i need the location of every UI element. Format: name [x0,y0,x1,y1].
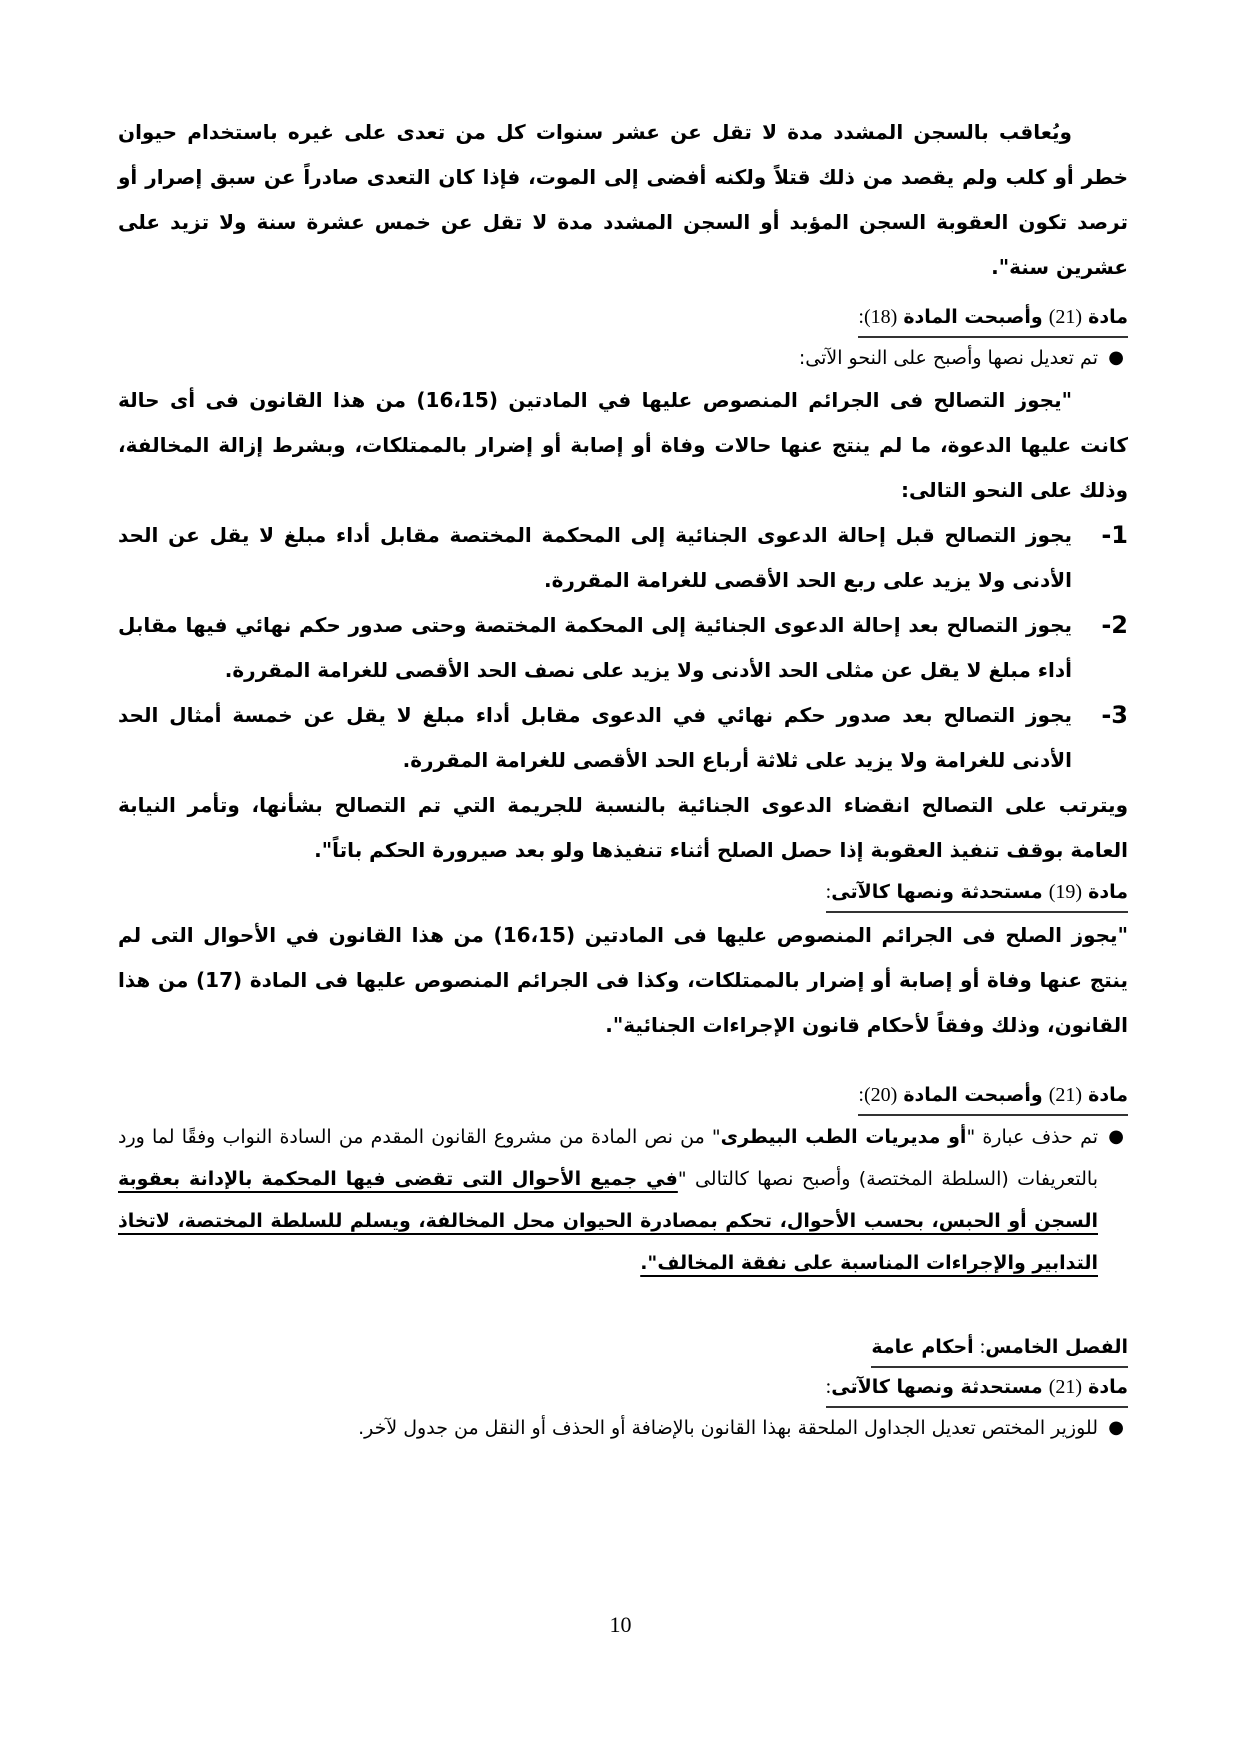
section-18-bullet [118,338,1128,378]
section-18-quote-intro: "يجوز التصالح فى الجرائم المنصوص عليها في المادتين (16،15) من هذا القانون فى أى حالة كانت عليها الدعوة، ما لم ينتج عنها حالات وفاة أو إصابة أو إضرار بالممتلكات، وبشرط إزالة المخالفة، وذلك على النحو التالى: [118,388,1128,502]
bullet-dot-icon: ● [1108,1417,1124,1438]
heading-label: مادة [1088,1376,1128,1398]
chapter-label: الفصل الخامس [985,1336,1128,1358]
bullet-text: للوزير المختص تعديل الجداول الملحقة بهذا القانون بالإضافة أو الحذف أو النقل من جدول لآخر. [358,1417,1098,1439]
section-20-bullet [118,1116,1128,1284]
list-number: 2- [1101,611,1128,639]
section-21-heading [826,1368,1128,1408]
heading-label: مادة [1088,1084,1128,1106]
document-page [118,110,1128,1448]
chapter-sep: : [979,1336,986,1358]
deleted-phrase: أو مديريات الطب البيطرى [720,1126,967,1148]
heading-number: (21) [1048,306,1083,328]
list-number: 1- [1101,521,1128,549]
bullet-text: تم حذف عبارة " [966,1126,1098,1148]
section-18-closing: ويترتب على التصالح انقضاء الدعوى الجنائية بالنسبة للجريمة التي تم التصالح بشأنها، وتأمر النيابة العامة بوقف تنفيذ العقوبة إذا حصل الصلح أثناء تنفيذها ولو بعد صيرورة الحكم باتاً". [118,793,1128,862]
heading-number: (20): [858,1084,898,1106]
bullet-text: تم تعديل نصها وأصبح على النحو الآتى: [798,347,1098,369]
heading-colon: : [825,1376,832,1398]
list-item [118,693,1128,783]
heading-label: وأصبحت المادة [903,306,1043,328]
paragraph-intro: ويُعاقب بالسجن المشدد مدة لا تقل عن عشر سنوات كل من تعدى على غيره باستخدام حيوان خطر أو كلب ولم يقصد من ذلك قتلاً ولكنه أفضى إلى الموت، فإذا كان التعدى صادراً عن سبق إصرار أو ترصد تكون العقوبة السجن المؤبد أو السجن المشدد مدة لا تقل عن خمس عشرة سنة ولا تزيد على عشرين سنة". [118,120,1128,279]
bullet-text: " من نص المادة من مشروع القانون المقدم من السادة النواب وفقًا لما ورد بالتعريفات (السلطة المختصة) وأصبح نصها كالتالى " [118,1126,1098,1190]
page-number: 10 [609,1612,632,1637]
list-item [118,603,1128,693]
heading-label: مستحدثة ونصها كالآتى [831,1376,1043,1398]
chapter-name: أحكام عامة [871,1336,974,1358]
heading-label: مادة [1088,306,1128,328]
bullet-dot-icon: ● [1108,1126,1124,1147]
heading-label: وأصبحت المادة [903,1084,1043,1106]
section-21-bullet [118,1408,1128,1448]
section-19-heading [826,873,1128,913]
heading-number: (21) [1048,1376,1083,1398]
new-text-underlined: في جميع الأحوال التى تقضى فيها المحكمة بالإدانة بعقوبة السجن أو الحبس، بحسب الأحوال، تحكم بمصادرة الحيوان محل المخالفة، ويسلم للسلطة المختصة، لاتخاذ التدابير والإجراءات المناسبة على نفقة المخالف". [118,1168,1098,1274]
section-20-heading [858,1076,1128,1116]
list-item-text: يجوز التصالح قبل إحالة الدعوى الجنائية إلى المحكمة المختصة مقابل أداء مبلغ لا يقل عن الحد الأدنى ولا يزيد على ربع الحد الأقصى للغرامة المقررة. [118,523,1072,592]
bullet-dot-icon: ● [1108,347,1124,368]
heading-label: مستحدثة ونصها كالآتى [831,881,1043,903]
chapter-5-title [871,1328,1128,1368]
heading-number: (18): [858,306,898,328]
list-item-text: يجوز التصالح بعد إحالة الدعوى الجنائية إلى المحكمة المختصة وحتى صدور حكم نهائي فيها مقابل أداء مبلغ لا يقل عن مثلى الحد الأدنى ولا يزيد على نصف الحد الأقصى للغرامة المقررة. [118,613,1072,682]
list-item-text: يجوز التصالح بعد صدور حكم نهائي في الدعوى مقابل أداء مبلغ لا يقل عن خمسة أمثال الحد الأدنى للغرامة ولا يزيد على ثلاثة أرباع الحد الأقصى للغرامة المقررة. [118,703,1072,772]
section-19-text: "يجوز الصلح فى الجرائم المنصوص عليها فى المادتين (16،15) من هذا القانون في الأحوال التى لم ينتج عنها وفاة أو إصابة أو إضرار بالممتلكات، وكذا فى الجرائم المنصوص عليها فى المادة (17) من هذا القانون، وذلك وفقاً لأحكام قانون الإجراءات الجنائية". [118,923,1128,1037]
heading-number: (19) [1048,881,1083,903]
list-number: 3- [1101,701,1128,729]
section-18-numbered-list [118,513,1128,783]
section-18-heading [858,298,1128,338]
heading-colon: : [825,881,832,903]
heading-label: مادة [1088,881,1128,903]
list-item [118,513,1128,603]
heading-number: (21) [1048,1084,1083,1106]
